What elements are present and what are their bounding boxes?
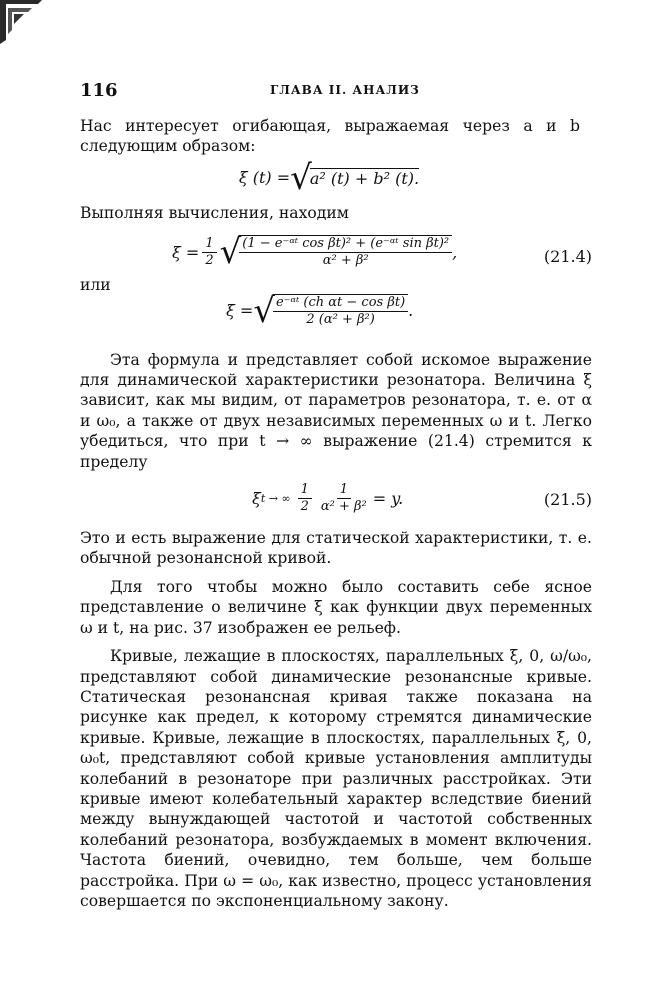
eq4-coef-den: 2 bbox=[300, 499, 309, 515]
running-head: ГЛАВА II. АНАЛИЗ bbox=[270, 83, 420, 97]
paragraph-3: или bbox=[80, 276, 111, 295]
corner-ornament-icon bbox=[0, 0, 42, 44]
eq3-den: 2 (α² + β²) bbox=[306, 311, 375, 327]
page-body bbox=[80, 116, 592, 911]
page-number: 116 bbox=[80, 80, 118, 101]
eq2-coef-den: 2 bbox=[205, 252, 214, 268]
eq3-num: e⁻ᵅᵗ (ch αt − cos βt) bbox=[273, 295, 408, 312]
eq2-coef-num: 1 bbox=[202, 236, 216, 253]
equation-21-4 bbox=[80, 233, 592, 283]
paragraph-6: Для того чтобы можно было составить себе ясное представление о величине ξ как функции двух переменных ω и t, на рис. 37 изображен ее рельеф. bbox=[80, 577, 592, 637]
radical-sign-icon: √ bbox=[253, 290, 275, 331]
paragraph-4: Эта формула и представляет собой искомое выражение для динамической характеристики резонатора. Величина ξ зависит, как мы видим, от параметров резонатора, т. е. от α и ω₀, а также от двух независимых переменных ω и t. Легко убедиться, что при t → ∞ выражение (21.4) стремится к пределу bbox=[80, 350, 592, 471]
eq1-lhs: ξ (t) = bbox=[238, 168, 291, 188]
eq2-num: (1 − e⁻ᵅᵗ cos βt)² + (e⁻ᵅᵗ sin βt)² bbox=[239, 236, 452, 253]
paragraph-5: Это и есть выражение для статической характеристики, т. е. обычной резонансной кривой. bbox=[80, 529, 592, 568]
eq3-lhs: ξ = bbox=[226, 301, 254, 321]
equation-number-21-4: (21.4) bbox=[543, 247, 592, 267]
eq2-lhs: ξ = bbox=[172, 242, 200, 262]
eq4-frac-den: α² + β² bbox=[320, 499, 367, 515]
eq4-coef-num: 1 bbox=[298, 482, 312, 499]
page-header bbox=[80, 80, 590, 102]
eq4-frac-num: 1 bbox=[337, 482, 351, 499]
eq1-radicand: a² (t) + b² (t). bbox=[309, 168, 420, 188]
paragraph-2: Выполняя вычисления, находим bbox=[80, 203, 349, 222]
eq4-lhs: ξ bbox=[252, 489, 261, 509]
equation-1 bbox=[80, 157, 592, 198]
paragraph-1: Нас интересует огибающая, выражаемая через a и b следующим образом: bbox=[80, 117, 580, 156]
paragraph-7: Кривые, лежащие в плоскостях, параллельных ξ, 0, ω/ω₀, представляют собой динамические резонансные кривые. Статическая резонансная кривая также показана на рисунке как предел, к которому стремятся динамические кривые. Кривые, лежащие в плоскостях, параллельных ξ, 0, ω₀t, представляют собой кривые установления амплитуды колебаний в резонаторе при различных расстройках. Эти кривые имеют колебательный характер вследствие биений между вынуждающей частотой и частотой собственных колебаний резонатора, возбуждаемых в момент включения. Частота биений, очевидно, тем больше, чем больше расстройка. При ω = ω₀, как известно, процесс установления совершается по экспоненциальному закону. bbox=[80, 647, 592, 910]
equation-number-21-5: (21.5) bbox=[543, 490, 592, 510]
eq4-sub: t → ∞ bbox=[260, 492, 291, 506]
equation-3 bbox=[80, 290, 592, 338]
radical-sign-icon: √ bbox=[219, 232, 242, 273]
eq4-rhs: = y. bbox=[372, 489, 404, 509]
eq3-tail: . bbox=[408, 301, 414, 321]
radical-sign-icon: √ bbox=[290, 157, 312, 198]
eq2-den: α² + β² bbox=[322, 253, 369, 269]
equation-21-5 bbox=[80, 480, 592, 524]
eq2-tail: , bbox=[452, 242, 458, 262]
